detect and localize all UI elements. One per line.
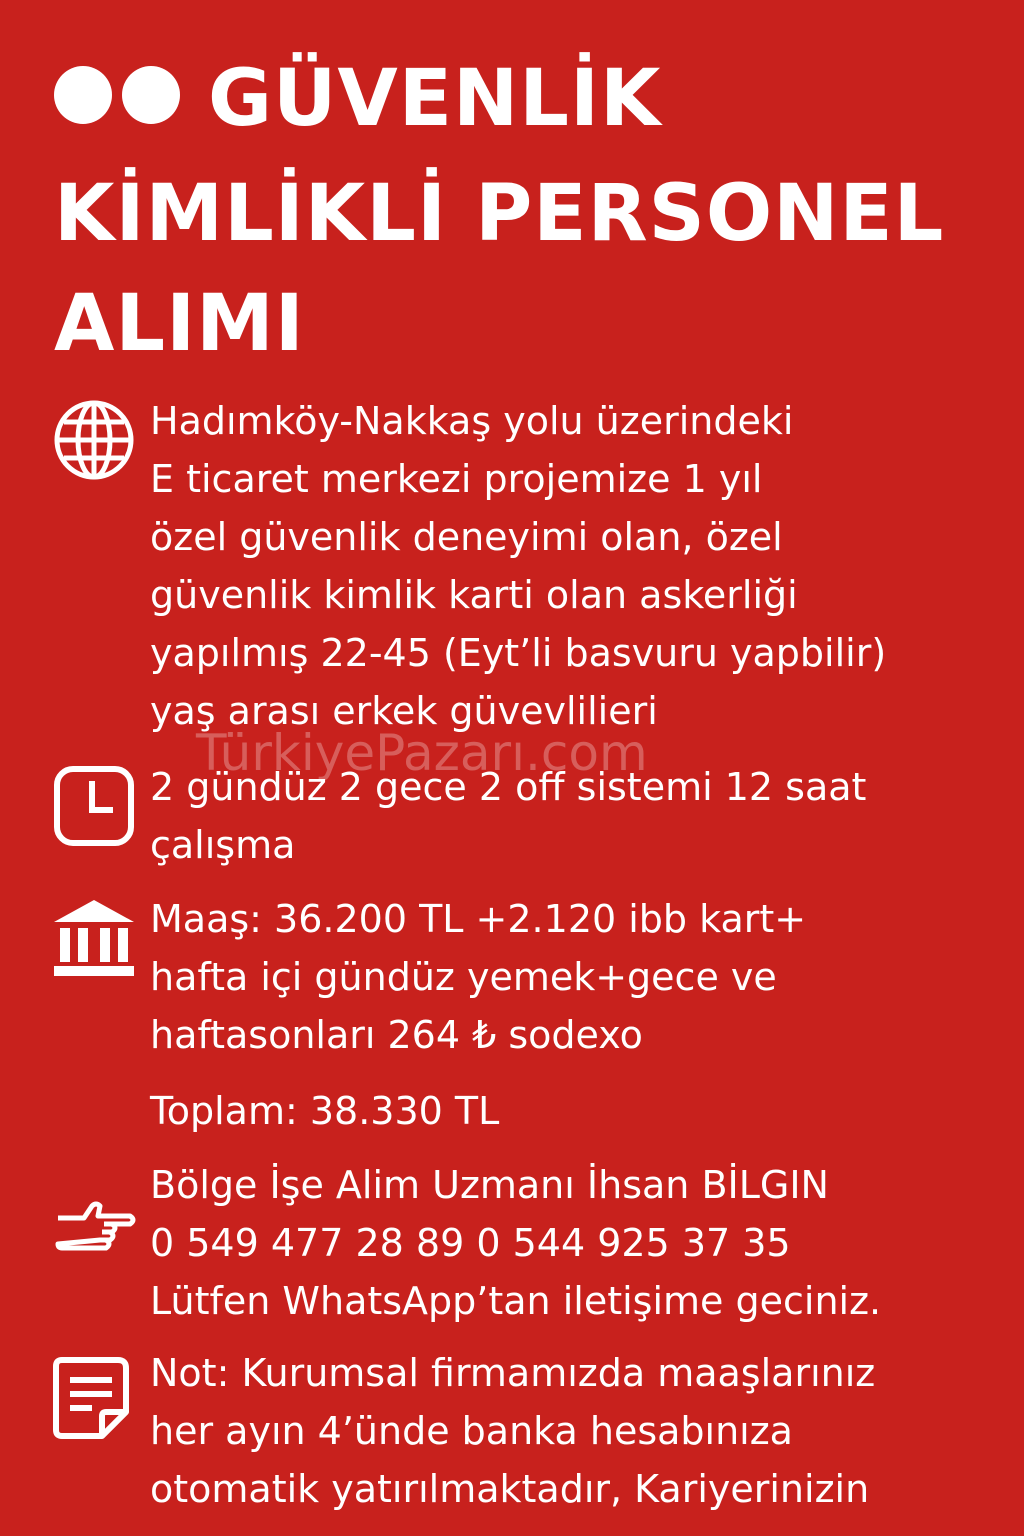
clock-icon: [52, 764, 136, 848]
note-section: [150, 1344, 1010, 1518]
dot-icon: [54, 66, 112, 124]
bank-icon: [52, 896, 136, 980]
shift-line: çalışma: [150, 823, 296, 867]
contact-line: Bölge İşe Alim Uzmanı İhsan BİLGIN: [150, 1163, 829, 1207]
title-line-3: ALIMI: [54, 278, 305, 369]
location-section: [150, 392, 1010, 740]
title-line-1: [54, 44, 994, 159]
location-line: güvenlik kimlik karti olan askerliği: [150, 573, 798, 617]
pointing-hand-icon: [52, 1188, 136, 1272]
contact-section: [150, 1156, 1010, 1330]
location-line: yaş arası erkek güvevlilieri: [150, 689, 658, 733]
location-line: yapılmış 22-45 (Eyt’li basvuru yapbilir): [150, 631, 887, 675]
salary-line: haftasonları 264 ₺ sodexo: [150, 1013, 643, 1057]
dot-icon: [122, 66, 180, 124]
phone-numbers[interactable]: 0 549 477 28 89 0 544 925 37 35: [150, 1221, 791, 1265]
note-line: her ayın 4’ünde banka hesabınıza: [150, 1409, 793, 1453]
contact-line: Lütfen WhatsApp’tan iletişime geciniz.: [150, 1279, 882, 1323]
bullet-dots: [54, 43, 190, 153]
title-line-2: KİMLİKLİ PERSONEL: [54, 168, 945, 259]
document-icon: [52, 1356, 136, 1440]
location-line: E ticaret merkezi projemize 1 yıl: [150, 457, 763, 501]
salary-line: hafta içi gündüz yemek+gece ve: [150, 955, 777, 999]
shift-section: [150, 758, 1010, 874]
salary-line: Maaş: 36.200 TL +2.120 ibb kart+: [150, 897, 807, 941]
note-line: Not: Kurumsal firmamızda maaşlarınız: [150, 1351, 876, 1395]
watermark-text: TürkiyePazarı.com: [196, 724, 648, 782]
location-line: özel güvenlik deneyimi olan, özel: [150, 515, 783, 559]
salary-section: [150, 890, 1010, 1140]
salary-total: Toplam: 38.330 TL: [150, 1089, 500, 1133]
shift-line: 2 gündüz 2 gece 2 off sistemi 12 saat: [150, 765, 867, 809]
note-line: otomatik yatırılmaktadır, Kariyerinizin: [150, 1467, 870, 1511]
location-line: Hadımköy-Nakkaş yolu üzerindeki: [150, 399, 794, 443]
title-text-1: GÜVENLİK: [208, 54, 662, 144]
globe-icon: [52, 398, 136, 482]
poster-header: [54, 44, 994, 379]
